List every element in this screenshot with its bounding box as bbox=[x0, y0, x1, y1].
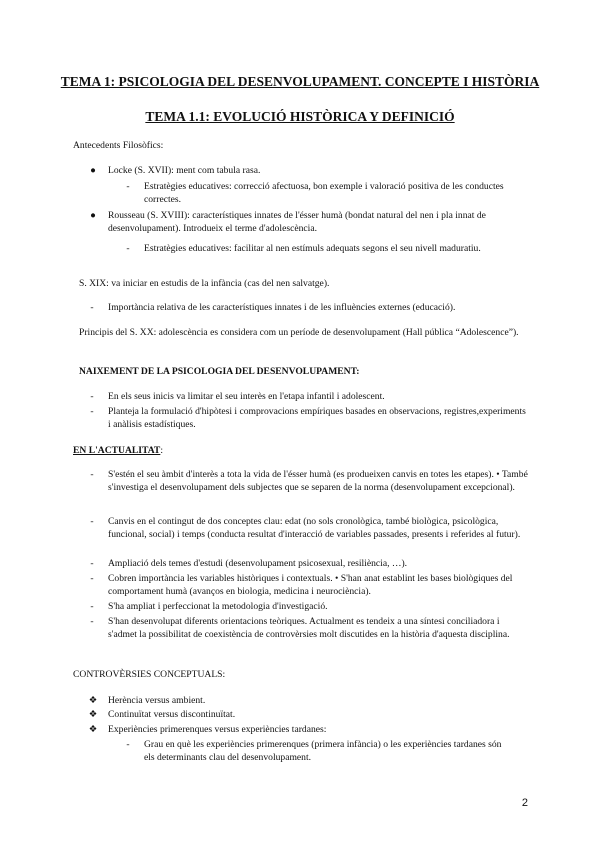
sub-title: TEMA 1.1: EVOLUCIÓ HISTÒRICA Y DEFINICIÓ bbox=[145, 109, 455, 124]
dash-marker: - bbox=[90, 616, 94, 627]
dash-marker: - bbox=[90, 406, 94, 417]
bullet-dot: ● bbox=[90, 210, 96, 221]
antecedents-heading: Antecedents Filosòfics: bbox=[73, 140, 164, 151]
diamond-bullet-icon: ❖ bbox=[88, 695, 98, 706]
actualitat-item: Cobren importància les variables històriques i contextuals. • S'han anat establint les bases biològiques del comportament humà (avanços en biologia, medicina i neurociència). bbox=[108, 573, 513, 597]
locke-item: Locke (S. XVII): ment com tabula rasa. bbox=[108, 165, 261, 176]
rousseau-sub-item: Estratègies educatives: facilitar al nen estímuls adequats segons el seu nivell maduratiu. bbox=[144, 243, 481, 254]
rousseau-item: Rousseau (S. XVIII): característiques innates de l'ésser humà (bondat natural del nen i pla innat de desenvolupament). Introdueix el terme d'adolescència. bbox=[108, 210, 486, 234]
actualitat-item: Canvis en el contingut de dos conceptes clau: edat (no sols cronològica, també biològica, psicològica, funcional, social) i temps (conducta resultat d'interacció de variables passades, presents i referides al futur). bbox=[108, 516, 521, 540]
actualitat-item: S'han desenvolupat diferents orientacions teòriques. Actualment es tendeix a una síntesi conciliadora i s'admet la possibilitat de coexistència de controvèrsies molt discutides en la història d'aquesta disciplina. bbox=[108, 616, 510, 640]
dash-marker: - bbox=[90, 558, 94, 569]
dash-marker: - bbox=[90, 573, 94, 584]
controversies-heading: CONTROVÈRSIES CONCEPTUALS: bbox=[73, 669, 226, 680]
controversy-item: Herència versus ambient. bbox=[108, 695, 206, 706]
bullet-dot: ● bbox=[90, 165, 96, 176]
actualitat-heading-colon: : bbox=[160, 445, 164, 456]
main-title: TEMA 1: PSICOLOGIA DEL DESENVOLUPAMENT. CONCEPTE I HISTÒRIA bbox=[60, 74, 540, 89]
s20-text: Principis del S. XX: adolescència es considera com un període de desenvolupament (Hall pública “Adolescence”). bbox=[79, 327, 519, 338]
diamond-bullet-icon: ❖ bbox=[88, 709, 98, 720]
s19-text: S. XIX: va iniciar en estudis de la infància (cas del nen salvatge). bbox=[79, 278, 330, 289]
dash-marker: - bbox=[90, 516, 94, 527]
dash-marker: - bbox=[126, 243, 130, 254]
actualitat-item: S'estén el seu àmbit d'interès a tota la vida de l'ésser humà (es produeixen canvis en totes les etapes). • També s'investiga el desenvolupament dels subjectes que se separen de la norma (desenvolupament excepcional). bbox=[108, 469, 528, 493]
controversy-item: Continuïtat versus discontinuïtat. bbox=[108, 709, 236, 720]
dash-marker: - bbox=[90, 302, 94, 313]
actualitat-item: Ampliació dels temes d'estudi (desenvolupament psicosexual, resiliència, …). bbox=[108, 558, 408, 569]
controversy-item: Experiències primerenques versus experiències tardanes: bbox=[108, 724, 327, 735]
diamond-bullet-icon: ❖ bbox=[88, 724, 98, 735]
actualitat-item: S'ha ampliat i perfeccionat la metodologia d'investigació. bbox=[108, 601, 328, 612]
dash-marker: - bbox=[126, 739, 130, 750]
s19-sub-item: Importància relativa de les característiques innates i de les influències externes (educació). bbox=[108, 302, 456, 313]
dash-marker: - bbox=[90, 601, 94, 612]
naixement-item: En els seus inicis va limitar el seu interès en l'etapa infantil i adolescent. bbox=[108, 391, 385, 402]
actualitat-heading bbox=[73, 444, 163, 457]
naixement-item: Planteja la formulació d'hipòtesi i comprovacions empíriques basades en observacions, registres,experiments i anàlisis estadístiques. bbox=[108, 406, 526, 430]
dash-marker: - bbox=[90, 391, 94, 402]
controversy-sub-item: Grau en què les experiències primerenques (primera infància) o les experiències tardanes són els determinants clau del desenvolupament. bbox=[144, 739, 502, 763]
naixement-heading: NAIXEMENT DE LA PSICOLOGIA DEL DESENVOLUPAMENT: bbox=[79, 366, 360, 377]
dash-marker: - bbox=[90, 469, 94, 480]
actualitat-heading-text: EN L'ACTUALITAT bbox=[73, 445, 161, 456]
locke-sub-item: Estratègies educatives: correcció afectuosa, bon exemple i valoració positiva de les conductes correctes. bbox=[144, 181, 504, 205]
dash-marker: - bbox=[126, 181, 130, 192]
page-number: 2 bbox=[521, 797, 528, 809]
